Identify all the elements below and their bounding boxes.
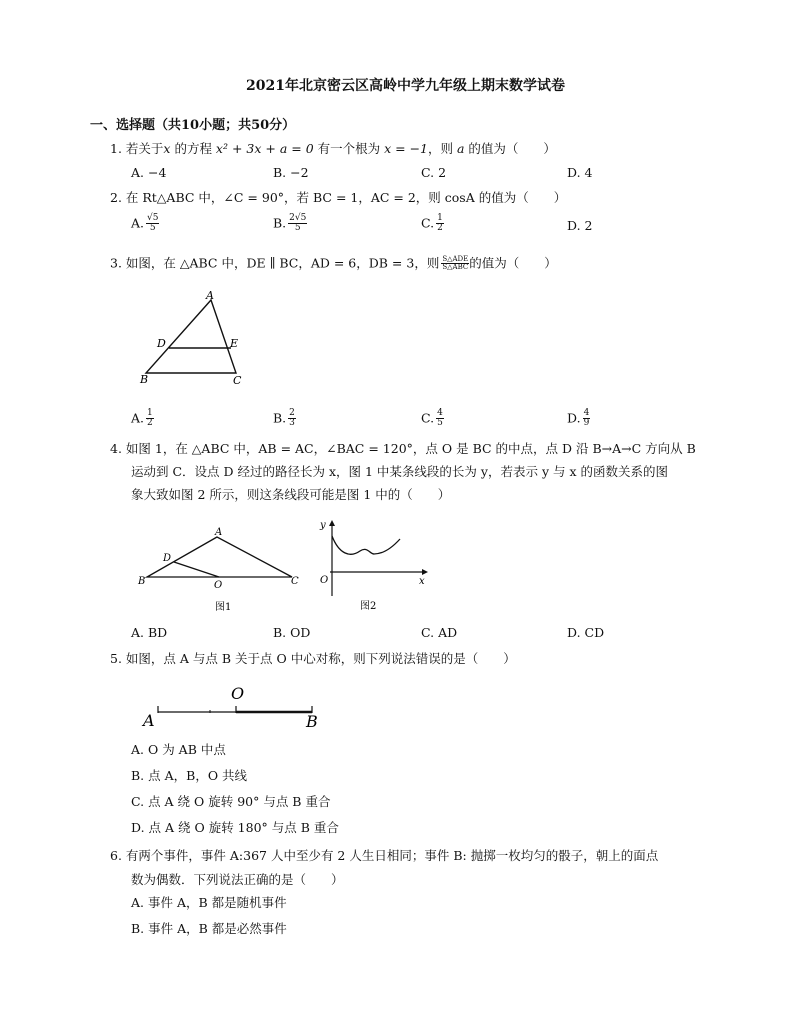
q1-tail: 的值为（ ） (464, 141, 556, 156)
fraction-numerator: 2√5 (289, 213, 307, 223)
question-4-line-1: 4. 如图 1，在 △ABC 中，AB = AC，∠BAC = 120°，点 O 是 BC 的中点，点 D 沿 B→A→C 方向从 B (110, 441, 696, 456)
fraction-denominator: 5 (437, 418, 443, 429)
fraction-numerator: 1 (147, 408, 153, 418)
q2-option-c-fraction (436, 214, 444, 234)
label-c: C (233, 374, 242, 387)
fraction-numerator: 4 (583, 408, 590, 418)
q1-mid3: ，则 (428, 141, 457, 156)
label-a: A (206, 289, 214, 302)
q2-option-a-fraction (146, 214, 159, 234)
q3-area-ratio (441, 256, 469, 272)
label-e: E (230, 337, 239, 350)
fraction-denominator: 5 (149, 223, 156, 234)
q3-triangle-figure (136, 288, 256, 388)
label-x: x (419, 576, 425, 587)
q1-option-a[interactable]: A. −4 (131, 165, 167, 180)
q3-option-c-fraction (436, 409, 444, 429)
q3-option-d[interactable] (567, 409, 590, 429)
q5-segment-figure (140, 680, 330, 730)
q6-option-a[interactable]: A. 事件 A，B 都是随机事件 (131, 895, 287, 910)
q1-option-d[interactable]: D. 4 (567, 165, 593, 180)
q3-text-tail: 的值为（ ） (469, 255, 557, 271)
question-5-text: 5. 如图，点 A 与点 B 关于点 O 中心对称，则下列说法错误的是（ ） (110, 651, 516, 666)
fraction-numerator: 4 (437, 408, 443, 418)
q1-mid2: 有一个根为 (313, 141, 385, 156)
fraction-numerator: S△ADE (442, 255, 469, 263)
question-3-text (110, 256, 557, 272)
label-a: A (143, 711, 155, 730)
q2-option-b-label: B. (273, 215, 287, 231)
function-curve (332, 536, 400, 554)
q3-option-b[interactable] (273, 409, 296, 429)
fraction-denominator: 5 (294, 223, 301, 234)
q4-option-c[interactable]: C. AD (421, 625, 458, 640)
page-title: 2021年北京密云区高岭中学九年级上期末数学试卷 (246, 78, 565, 94)
q5-option-b[interactable]: B. 点 A，B，O 共线 (131, 768, 248, 783)
q5-option-a[interactable]: A. O 为 AB 中点 (131, 742, 226, 757)
label-d: D (157, 337, 166, 350)
q2-option-a[interactable] (131, 214, 159, 234)
q4-option-b[interactable]: B. OD (273, 625, 311, 640)
section-heading: 一、选择题（共10小题；共50分） (90, 118, 296, 133)
q1-mid1: 的方程 (170, 141, 216, 156)
fraction-denominator: S△ABC (442, 263, 469, 272)
question-4-line-2: 运动到 C．设点 D 经过的路径长为 x，图 1 中某条线段的长为 y，若表示 y 与 x 的函数关系的图 (131, 464, 668, 479)
x-axis-arrow (422, 569, 428, 575)
q1-root: x = −1 (384, 141, 429, 156)
label-o: O (231, 684, 245, 703)
q5-option-d[interactable]: D. 点 A 绕 O 旋转 180° 与点 B 重合 (131, 820, 339, 835)
q3-text-main: 3. 如图，在 △ABC 中，DE ∥ BC，AD = 6，DB = 3，则 (110, 255, 440, 271)
q3-option-d-fraction (583, 409, 591, 429)
q4-option-a[interactable]: A. BD (131, 625, 168, 640)
q1-equation: x² + 3x + a = 0 (215, 141, 314, 156)
label-b: B (138, 576, 146, 587)
label-b: B (140, 373, 149, 386)
question-6-line-1: 6. 有两个事件，事件 A:367 人中至少有 2 人生日相同；事件 B: 抛掷一枚均匀的骰子，朝上的面点 (110, 848, 659, 863)
fraction-numerator: √5 (147, 213, 159, 223)
y-axis-arrow (329, 520, 335, 526)
segment-do (174, 562, 219, 577)
label-o: O (214, 580, 223, 591)
label-c: C (291, 576, 299, 587)
q2-option-a-label: A. (131, 215, 145, 231)
fraction-denominator: 3 (289, 418, 295, 429)
q1-option-c[interactable]: C. 2 (421, 165, 447, 180)
q3-option-b-fraction (288, 409, 296, 429)
q1-var-x: x (163, 141, 171, 156)
label-origin: O (320, 575, 329, 586)
fraction-denominator: 2 (147, 418, 153, 429)
q1-option-b[interactable]: B. −2 (273, 165, 309, 180)
fraction-numerator: 1 (437, 213, 443, 223)
q4-figure-1 (135, 522, 310, 614)
q2-option-b[interactable] (273, 214, 307, 234)
label-y: y (320, 520, 326, 531)
figure-1-caption: 图1 (215, 602, 232, 613)
label-d: D (163, 553, 172, 564)
question-1-text (110, 143, 556, 156)
question-4-line-3: 象大致如图 2 所示，则这条线段可能是图 1 中的（ ） (131, 487, 451, 502)
label-a: A (215, 527, 223, 538)
fraction-denominator: 2 (437, 223, 443, 234)
q3-option-a-label: A. (131, 410, 145, 426)
q2-option-c-label: C. (421, 215, 435, 231)
fraction-numerator: 2 (289, 408, 295, 418)
label-b: B (306, 712, 318, 730)
q3-option-a[interactable] (131, 409, 154, 429)
fraction-denominator: 9 (583, 418, 590, 429)
q2-option-d[interactable]: D. 2 (567, 218, 593, 233)
q1-var-a: a (457, 141, 465, 156)
q5-option-c[interactable]: C. 点 A 绕 O 旋转 90° 与点 B 重合 (131, 794, 331, 809)
q3-option-c-label: C. (421, 410, 435, 426)
q4-option-d[interactable]: D. CD (567, 625, 605, 640)
q3-option-d-label: D. (567, 410, 581, 426)
question-2-text: 2. 在 Rt△ABC 中，∠C = 90°，若 BC = 1，AC = 2，则 cosA 的值为（ ） (110, 190, 567, 205)
q3-option-b-label: B. (273, 410, 287, 426)
q2-option-b-fraction (288, 214, 307, 234)
q2-option-c[interactable] (421, 214, 444, 234)
figure-2-caption: 图2 (360, 601, 377, 612)
q3-option-a-fraction (146, 409, 154, 429)
q3-option-c[interactable] (421, 409, 444, 429)
question-6-line-2: 数为偶数．下列说法正确的是（ ） (131, 872, 344, 887)
q4-figure-2-graph (312, 514, 432, 614)
q6-option-b[interactable]: B. 事件 A，B 都是必然事件 (131, 921, 287, 936)
q1-pre: 1. 若关于 (110, 141, 164, 156)
